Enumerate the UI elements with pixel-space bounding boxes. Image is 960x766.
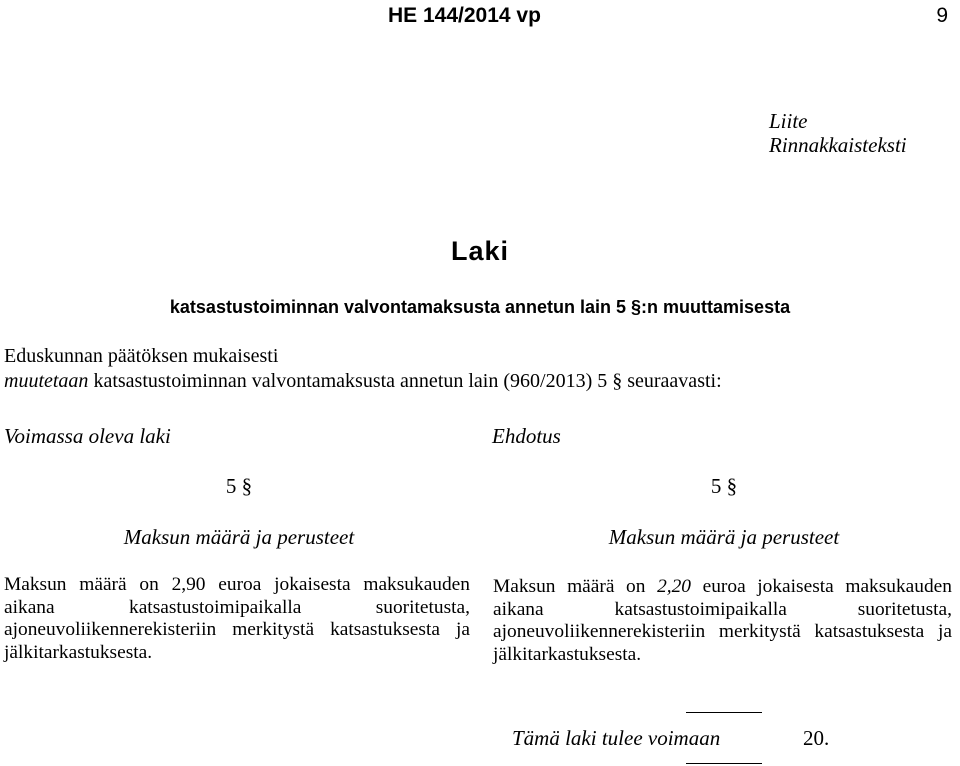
separator-rule-top xyxy=(686,712,762,713)
amendment-clause: katsastustoiminnan valvontamaksusta annetun lain (960/2013) 5 § seuraavasti: xyxy=(88,370,722,392)
annex-label: Liite xyxy=(769,109,808,133)
proposal-paragraph-end: euroa jokaisesta maksukauden aikana katsastustoimipaikalla suoritetusta, ajoneuvoliikennerekisteriin merkitystä katsastuksesta ja jälkitarkastuksesta. xyxy=(493,576,952,665)
page-number: 9 xyxy=(936,4,948,27)
proposal-paragraph xyxy=(493,576,952,666)
separator-rule-bottom xyxy=(686,763,762,764)
law-heading: Laki xyxy=(450,236,510,266)
entry-into-force-clause: Tämä laki tulee voimaan xyxy=(512,726,721,750)
current-law-column-heading: Voimassa oleva laki xyxy=(4,424,171,448)
proposal-paragraph-start: Maksun määrä on xyxy=(493,576,658,597)
proposal-section-number: 5 § xyxy=(710,474,738,498)
current-law-section-title: Maksun määrä ja perusteet xyxy=(123,525,355,549)
law-subtitle: katsastustoiminnan valvontamaksusta annetun lain 5 §:n muuttamisesta xyxy=(169,297,791,317)
amendment-verb: muutetaan xyxy=(4,370,89,392)
proposal-section-title: Maksun määrä ja perusteet xyxy=(608,525,840,549)
entry-into-force-year: 20. xyxy=(803,726,830,750)
proposal-fee-amount: 2,20 xyxy=(657,576,691,597)
document-header-title: HE 144/2014 vp xyxy=(388,4,541,27)
current-law-paragraph: Maksun määrä on 2,90 euroa jokaisesta maksukauden aikana katsastustoimipaikalla suoritetusta, ajoneuvoliikennerekisteriin merkitystä katsastuksesta ja jälkitarkastuksesta. xyxy=(4,574,470,663)
annex-title: Rinnakkaisteksti xyxy=(769,133,907,157)
proposal-column-heading: Ehdotus xyxy=(492,424,561,448)
intro-amendment-line xyxy=(4,370,722,393)
current-law-section-number: 5 § xyxy=(225,474,253,498)
intro-enactment-line: Eduskunnan päätöksen mukaisesti xyxy=(4,345,279,367)
